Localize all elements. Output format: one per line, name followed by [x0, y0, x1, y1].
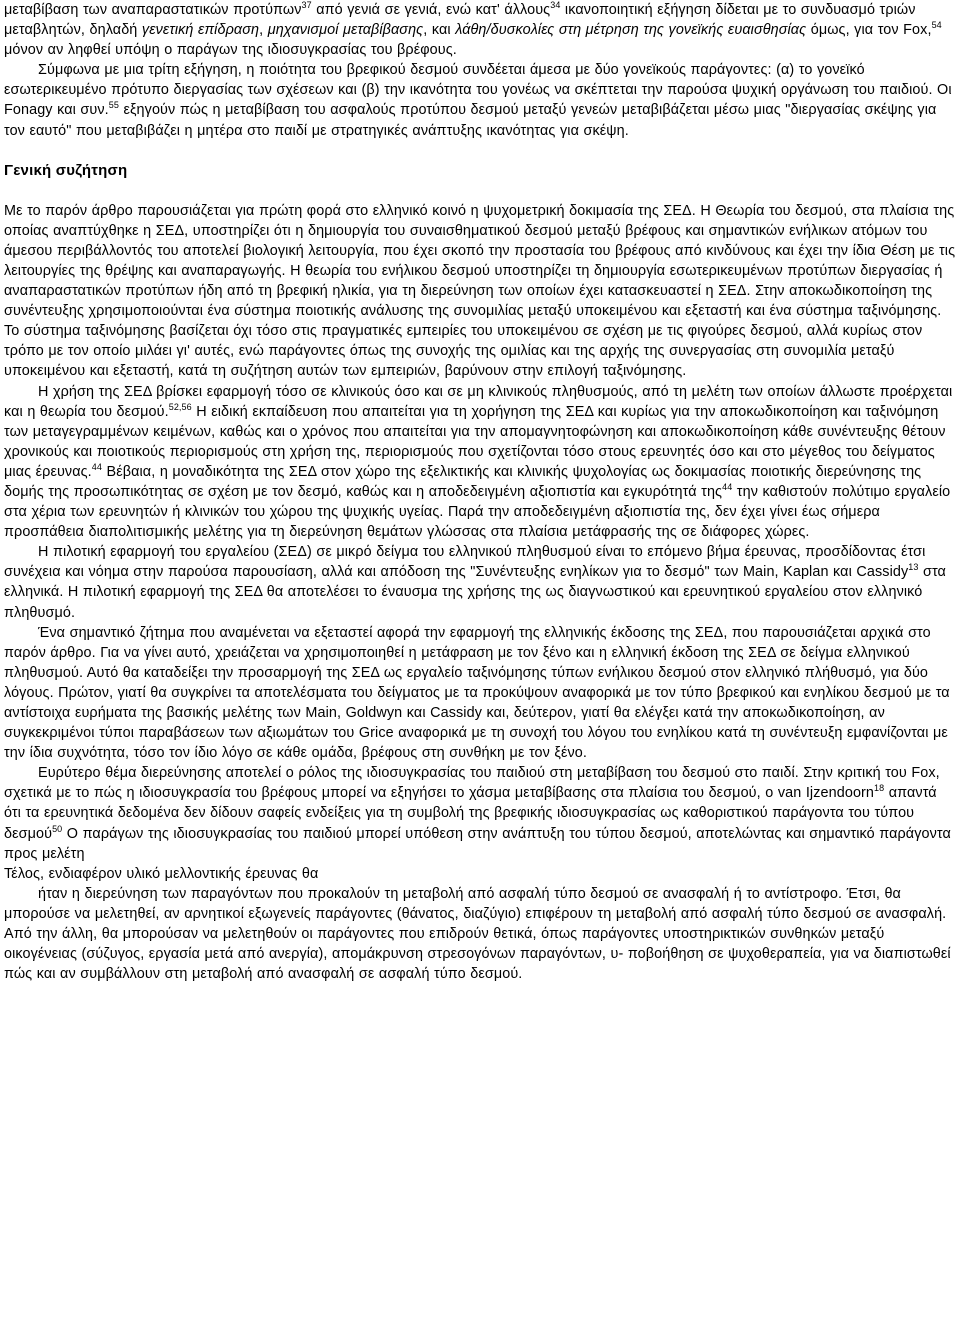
italic-term: γενετική επίδραση [141, 22, 260, 39]
text-segment: Από την άλλη, θα μπορούσαν να μελετηθούν οι παράγοντες που επιδρούν θετικά, όπως παράγοντες υποστηρικτικών συνθηκών μεταξύ οικογένειας (σύζυγος, εργασία μετά από ανεργία), απομάκρυνση στρεσογόνων παραγόντων, υ- ποβοήθηση σε ψυχοθεραπεία, για να διαπιστωθεί πώς και αν συμβάλλουν στη μεταβολή από ανασφαλή σε ασφαλή τύπο δεσμού. [4, 926, 951, 983]
paragraph-pilot [4, 542, 956, 622]
paragraph-positive-factors [4, 924, 956, 984]
text-segment: Ο παράγων της ιδιοσυγκρασίας του παιδιού μπορεί υπόθεση στην ανάπτυξη του τύπου δεσμού, αποτελώντας και σημαντικό παράγοντα προς μελέτη [4, 825, 951, 862]
text-segment: από γενιά σε γενιά, ενώ κατ' άλλους [311, 2, 551, 18]
paragraph-issue [4, 623, 956, 764]
paragraph-change-factors [4, 884, 956, 924]
paragraph-intro [4, 0, 956, 60]
text-segment: Ένα σημαντικό ζήτημα που αναμένεται να εξεταστεί αφορά την εφαρμογή της ελληνικής έκδοσης της ΣΕΔ, που παρουσιάζεται αρχικά στο παρόν άρθρο. Για να γίνει αυτό, χρειάζεται να χρησιμοποιηθεί η μετάφραση με τον ξένο και η ελληνική έκδοση της ΣΕΔ σε δείγμα ελληνικού πληθυσμού. Αυτό θα καταδείξει την προσαρμογή της ΣΕΔ ως εργαλείο ταξινόμησης τύπων ενήλικου δεσμού στον ελληνικό πλήθυσμό, για δύο λόγους. Πρώτον, γιατί θα συγκρίνει τα αποτελέσματα του δείγματος με τα προκύψουν αναφορικά με τον τύπο βρεφικού και ενηλίκου δεσμού με τα αντίστοιχα ευρήματα της βασικής μελέτης των Main, Goldwyn και Cassidy και, δεύτερον, γιατί θα ελέγξει κατά την αποκωδικοποίηση, αν συγκεκριμένοι τύποι παραβάσεων των αξιωμάτων του Grice αναφορικά με τη συνοχή του λόγου του ενηλίκου κατά τη συνέντευξη εμφανίζονται με την ίδια συχνότητα, τόσο τον ίδιο λόγο σε κάθε ομάδα, βρέφους στη συνθήκη με τον ξένο. [4, 624, 950, 762]
text-segment: Η ειδική εκπαίδευση που απαιτείται για τη χορήγηση της ΣΕΔ και κυρίως για την αποκωδικοποίηση και ταξινόμηση των μεταγεγραμμένων κειμένων, καθώς και ο χρόνος που απαιτείται για την απομαγνητοφώνηση και αποκωδικοποίηση κάθε συνέντευξης θέτουν χρονικούς και ποιοτικούς περιορισμούς στη χρήση της, περιορισμούς που σχετίζονται τόσο στους ερευνητές όσο και στο μέγεθος του δείγματος μιας έρευνας. [4, 403, 946, 480]
citation-superscript: 50 [52, 823, 63, 834]
paragraph-broader-topic [4, 763, 956, 863]
paragraph-general-discussion [4, 201, 956, 382]
text-segment: μεταβίβαση των αναπαραστατικών προτύπων [4, 2, 302, 18]
text-segment: , [259, 22, 268, 39]
text-segment: Η πιλοτική εφαρμογή του εργαλείου (ΣΕΔ) σε μικρό δείγμα του ελληνικού πληθυσμού είναι το επόμενο βήμα έρευνας, προσδίδοντας έτσι συνέχεια και νόημα στην παρούσα παρουσίαση, αλλά και απόδοση της "Συνέντευξης ενηλίκων για το δεσμό" των Main, Kaplan και Cassidy [4, 544, 926, 581]
text-segment: , και [423, 22, 456, 39]
citation-superscript: 55 [108, 100, 119, 111]
text-segment: Ευρύτερο θέμα διερεύνησης αποτελεί ο ρόλος της ιδιοσυγκρασίας του παιδιού στη μεταβίβαση του δεσμού στο παιδί. Στην κριτική του Fox, σχετικά με το πώς η ιδιοσυγκρασία του βρέφους μπορεί να εξηγήσει το χάσμα μεταβίβασης στα πλαίσια του δεσμού, ο van Ijzendoorn [4, 765, 940, 802]
text-segment: εξηγούν πώς η μεταβίβαση του ασφαλούς προτύπου δεσμού μεταξύ γενεών μεταβιβάζεται μέσω μιας "διεργασίας σκέψης για τον εαυτό" που μεταβιβάζει η μητέρα στο παιδί με στρατηγικές ανάπτυξης ικανότητας για σκέψη. [4, 102, 937, 139]
italic-term: λάθη/δυσκολίες στη μέτρηση της γονεϊκής ευαισθησίας [455, 22, 807, 39]
text-segment: Με το παρόν άρθρο παρουσιάζεται για πρώτη φορά στο ελληνικό κοινό η ψυχομετρική δοκιμασία της ΣΕΔ. Η Θεωρία του δεσμού, στα πλαίσια της οποίας αναπτύχθηκε η ΣΕΔ, υποστηρίζει ότι η δημιουργία του συναισθηματικού δεσμού μεταξύ βρέφους και σημαντικών ενήλικων ατόμων του άμεσου περιβάλλοντός του αποτελεί βιολογική λειτουργία, που έχει σκοπό την προστασία του βρέφους από κινδύνους και έχει την ίδια Θέση με τις λειτουργίες της θρέψης και αναπαραγωγής. Η θεωρία του ενήλικου δεσμού υποστηρίζει τη δημιουργία εσωτερικευμένων προτύπων διεργασίας ή αναπαραστατικών προτύπων ήδη από τη βρεφική ηλικία, για τη διερεύνηση των οποίων έχει κατασκευαστεί η ΣΕΔ. Στην αποκωδικοποίηση της συνέντευξης χρησιμοποιούνται ένα σύστημα ποιοτικής ανάλυσης της συνομιλίας μεταξύ υποκειμένου και εξεταστή και ένα σύστημα ταξινόμησης. Το σύστημα ταξινόμησης βασίζεται όχι τόσο στις πραγματικές εμπειρίες του υποκειμένου σε σχέση με τις φιγούρες δεσμού, αλλά κυρίως στον τρόπο με τον οποίο μιλάει γι' αυτές, ενώ παράγοντες όπως της συνοχής της ομιλίας και της αρχής της συνεργασίας στη συνομιλία μεταξύ υποκειμένου και εξεταστή, κατά τη συζήτηση αυτών των εμπειριών, βαρύνουν στην επιλογή ταξινόμησης. [4, 202, 956, 380]
citation-superscript: 34 [550, 0, 561, 10]
citation-superscript: 52,56 [168, 401, 192, 412]
citation-superscript: 18 [874, 783, 885, 794]
text-segment: στα ελληνικά. Η πιλοτική εφαρμογή της ΣΕΔ θα αποτελέσει το έναυσμα της χρήσης της ως διαγνωστικού και ερευνητικού εργαλείου στον ελληνικό πληθυσμό. [4, 564, 946, 621]
text-segment: ικανοποιητική εξήγηση δίδεται με το συνδυασμό τριών μεταβλητών, δηλαδή [4, 2, 916, 39]
citation-superscript: 54 [931, 20, 942, 31]
citation-superscript: 37 [301, 0, 312, 10]
citation-superscript: 13 [908, 562, 919, 573]
text-segment: ήταν η διερεύνηση των παραγόντων που προκαλούν τη μεταβολή από ασφαλή τύπο δεσμού σε ανασφαλή ή το αντίστροφο. Έτσι, θα μπορούσε να μελετηθεί, αν αρνητικοί εξωγενείς παράγοντες (θάνατος, διαζύγιο) επιφέρουν τη μεταβολή από ασφαλή τύπο δεσμού σε ανασφαλή. [4, 885, 947, 922]
italic-term: μηχανισμοί μεταβίβασης [267, 22, 424, 39]
text-segment: Σύμφωνα με μια τρίτη εξήγηση, η ποιότητα του βρεφικού δεσμού συνδέεται άμεσα με δύο γονεϊκούς παράγοντες: (α) το γονεϊκό εσωτερικευμένο πρότυπο διεργασίας των σχέσεων και (β) την ικανότητα του γονέως να σκέπτεται την παρούσα ψυχική οργάνωση του παιδιού. Οι Fonagy και συν. [4, 62, 952, 119]
paragraph-third-explanation [4, 60, 956, 140]
text-segment: Βέβαια, η μοναδικότητα της ΣΕΔ στον χώρο της εξελικτικής και κλινικής ψυχολογίας ως δοκιμασίας ποιοτικής διερεύνησης της δομής της προσωπικότητας σε σχέση με τον δεσμό, καθώς και η αποδεδειγμένη αξιοπιστία και εγκυρότητά της [4, 463, 922, 500]
line-future-research: Τέλος, ενδιαφέρον υλικό μελλοντικής έρευνας θα [4, 865, 319, 882]
text-segment: Η χρήση της ΣΕΔ βρίσκει εφαρμογή τόσο σε κλινικούς όσο και σε μη κλινικούς πληθυσμούς, από τη μελέτη των οποίων άλλωστε προέρχεται και η θεωρία του δεσμού. [4, 383, 953, 420]
citation-superscript: 44 [722, 481, 733, 492]
text-segment: όμως, για τον Fox, [806, 22, 932, 39]
text-segment: την καθιστούν πολύτιμο εργαλείο στα χέρια των ερευνητών ή κλινικών του χώρου της ψυχικής υγείας. Παρά την αποδεδειγμένη αξιοπιστία της, δεν έχει γίνει έως σήμερα προσπάθεια διαπολιτισμικής μελέτης για τη διερεύνηση θεμάτων γλώσσας στα πλαίσια μετάφρασής της σε διάφορες χώρες. [4, 483, 951, 541]
paragraph-usage [4, 382, 956, 543]
text-segment: μόνον αν ληφθεί υπόψη ο παράγων της ιδιοσυγκρασίας του βρέφους. [4, 42, 457, 59]
text-segment: απαντά ότι τα ερευνητικά δεδομένα δεν δίδουν σαφείς ενδείξεις για τη συμβολή της βρεφικής ιδιοσυγκρασίας ως καθοριστικού παράγοντα του τύπου δεσμού [4, 785, 937, 842]
section-heading: Γενική συζήτηση [4, 161, 128, 179]
citation-superscript: 44 [91, 461, 102, 472]
